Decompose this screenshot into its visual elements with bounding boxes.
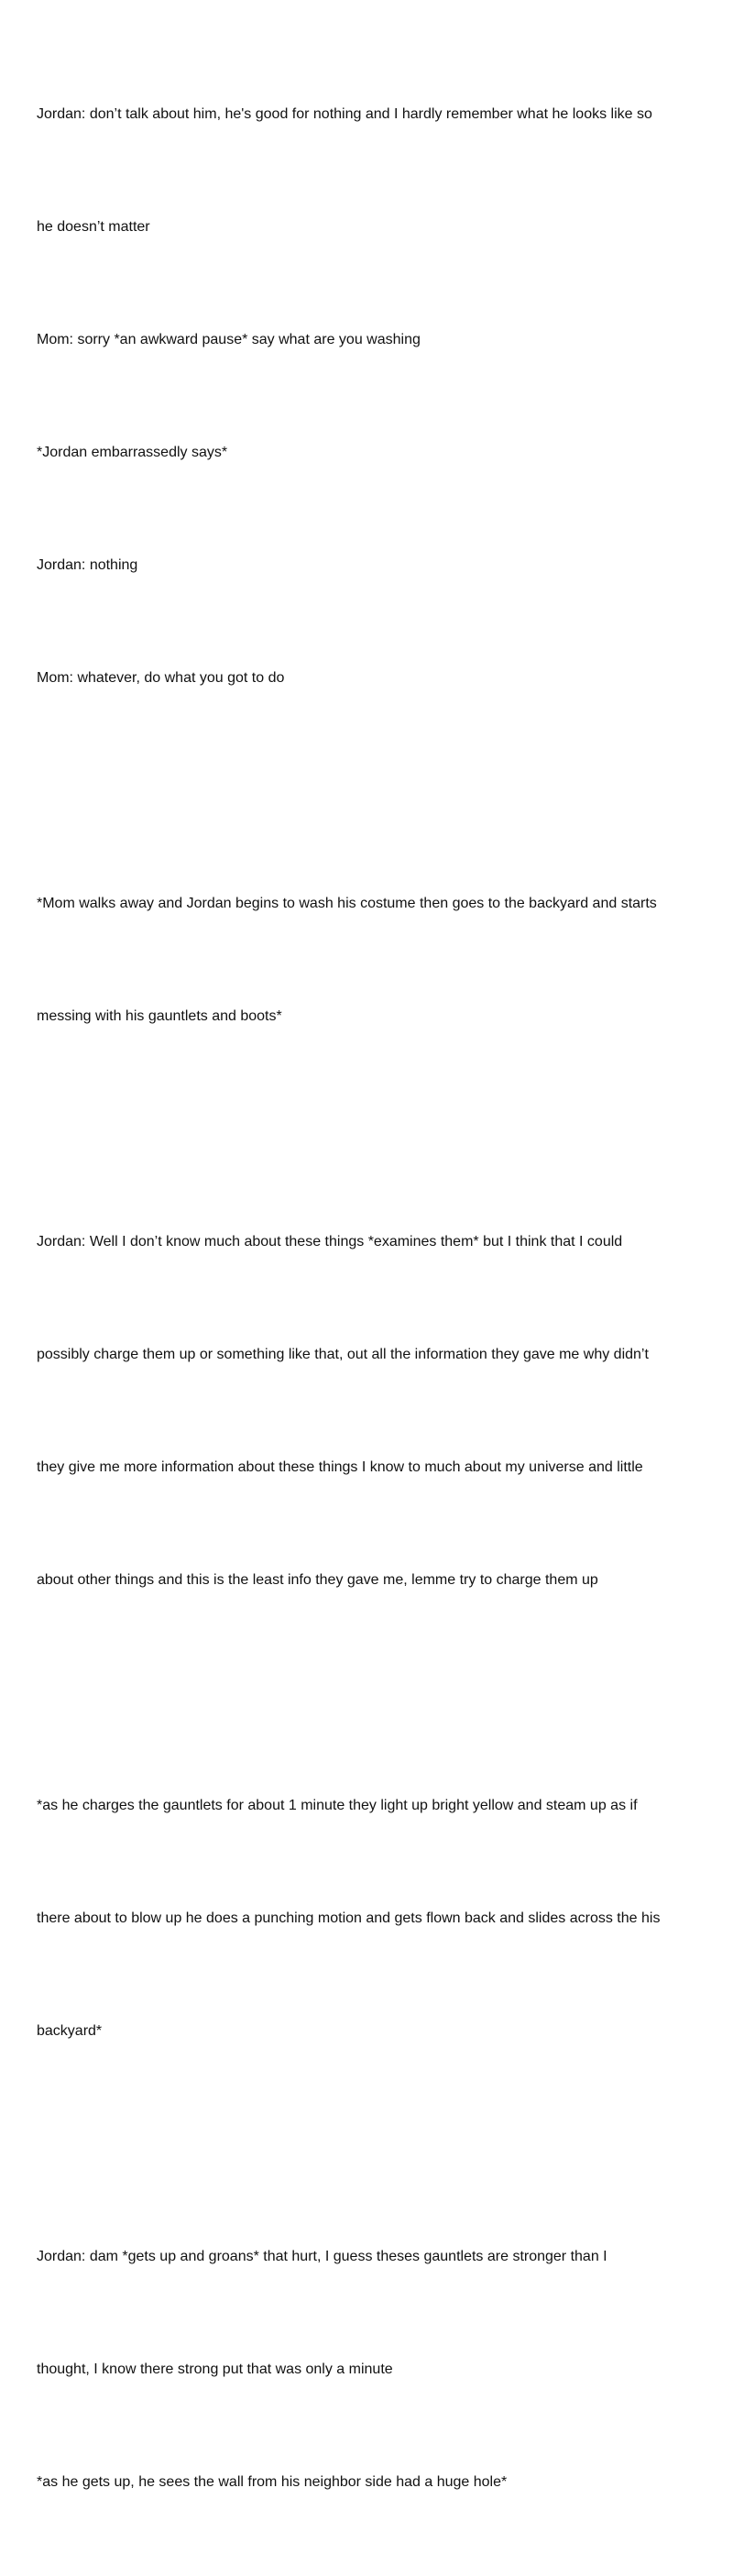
text-line: messing with his gauntlets and boots* — [37, 1008, 282, 1024]
blank-line — [37, 1674, 715, 1712]
text-line: Mom: sorry *an awkward pause* say what are you washing — [37, 332, 421, 347]
text-line: Jordan: nothing — [37, 557, 138, 573]
blank-line — [37, 772, 715, 809]
text-line: he doesn’t matter — [37, 219, 150, 235]
blank-line — [37, 2125, 715, 2163]
blank-line — [37, 1110, 715, 1148]
text-line: *as he charges the gauntlets for about 1 minute they light up bright yellow and steam up as if — [37, 1798, 638, 1813]
text-line: *Jordan embarrassedly says* — [37, 445, 228, 460]
text-line: thought, I know there strong put that was only a minute — [37, 2361, 393, 2377]
text-line: backyard* — [37, 2023, 103, 2039]
text-line: Jordan: dam *gets up and groans* that hurt, I guess theses gauntlets are stronger than I — [37, 2249, 607, 2264]
text-line: Jordan: Well I don’t know much about these things *examines them* but I think that I could — [37, 1234, 623, 1249]
text-line: about other things and this is the least info they gave me, lemme try to charge them up — [37, 1572, 598, 1588]
text-line: they give me more information about these things I know to much about my universe and little — [37, 1459, 643, 1475]
text-line: *as he gets up, he sees the wall from his neighbor side had a huge hole* — [37, 2474, 508, 2490]
text-line: Mom: whatever, do what you got to do — [37, 670, 285, 686]
text-line: there about to blow up he does a punching motion and gets flown back and slides across the his — [37, 1910, 661, 1926]
text-line: possibly charge them up or something like that, out all the information they gave me why didn’t — [37, 1347, 649, 1362]
text-line: Jordan: don’t talk about him, he's good for nothing and I hardly remember what he looks like so — [37, 106, 652, 122]
document-body — [37, 20, 715, 2576]
text-line: *Mom walks away and Jordan begins to wash his costume then goes to the backyard and starts — [37, 896, 657, 911]
